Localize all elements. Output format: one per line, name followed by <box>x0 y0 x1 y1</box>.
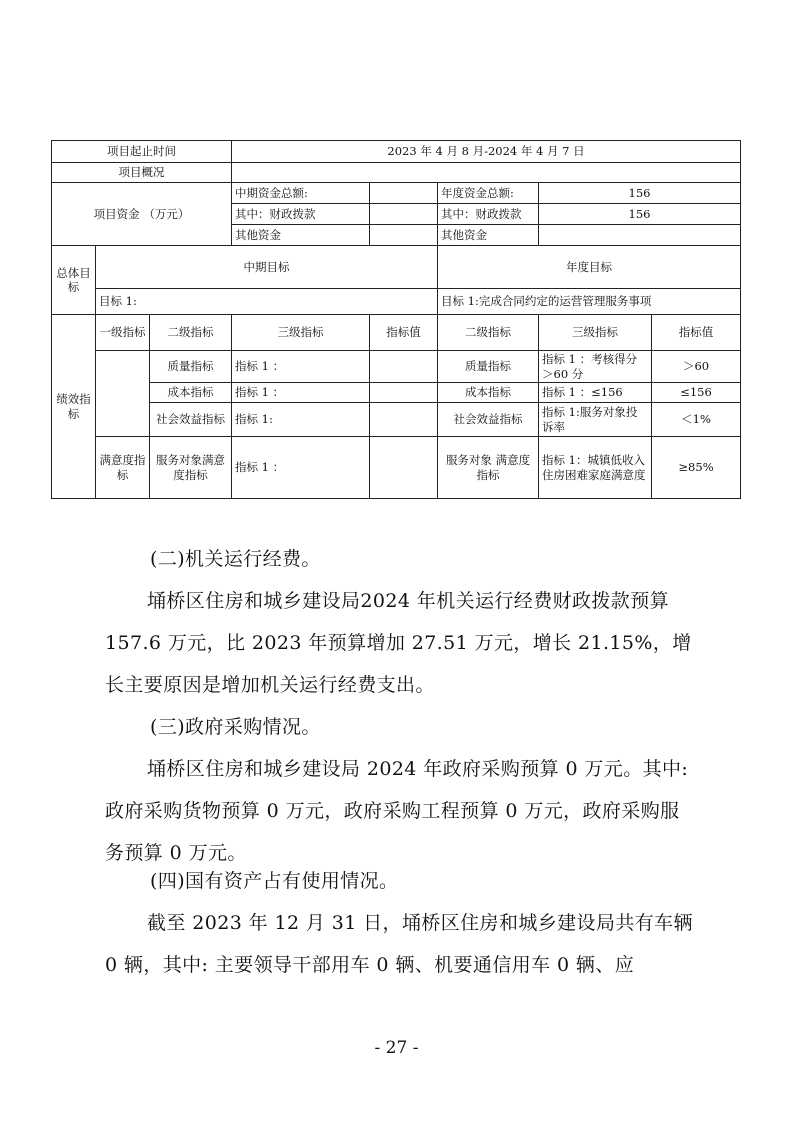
year-total-label: 年度资金总额: <box>438 183 539 204</box>
mid-fiscal-label: 其中：财政拨款 <box>232 204 370 225</box>
col-level1-header: 一级指标 <box>96 315 150 351</box>
performance-label: 绩效指标 <box>52 315 96 499</box>
satisfaction-valueb: ≥85% <box>652 437 741 499</box>
paragraph-3: 埇桥区住房和城乡建设局 2024 年政府采购预算 0 万元。其中: 政府采购货物预算 0 万元，政府采购工程预算 0 万元，政府采购服务预算 0 万元。 <box>105 758 689 864</box>
page-number: - 27 - <box>374 1038 419 1058</box>
year-goal-text: 目标 1:完成合同约定的运营管理服务事项 <box>438 289 741 315</box>
table-row <box>52 351 741 383</box>
year-goal-header: 年度目标 <box>438 246 741 289</box>
mid-fiscal-value <box>370 204 438 225</box>
satisfaction-level2b: 服务对象 满意度指标 <box>438 437 539 499</box>
col-level3b-header: 三级指标 <box>539 315 652 351</box>
row-level3b: 指标 1:服务对象投诉率 <box>539 403 652 437</box>
row-level3: 指标 1: <box>232 403 370 437</box>
col-level2b-header: 二级指标 <box>438 315 539 351</box>
satisfaction-level1: 满意度指标 <box>96 437 150 499</box>
row-level3: 指标 1 ： <box>232 351 370 383</box>
row-level3: 指标 1 ： <box>232 383 370 403</box>
section-heading-3: (三)政府采购情况。 <box>150 716 321 738</box>
row-valueb: ＞60 <box>652 351 741 383</box>
overview-label: 项目概况 <box>52 163 232 183</box>
overview-value <box>232 163 741 183</box>
row-value <box>370 403 438 437</box>
table-row <box>52 403 741 437</box>
mid-other-value <box>370 225 438 246</box>
col-level3-header: 三级指标 <box>232 315 370 351</box>
col-value-header: 指标值 <box>370 315 438 351</box>
goal-label: 总体目标 <box>52 246 96 315</box>
paragraph-2: 埇桥区住房和城乡建设局2024 年机关运行经费财政拨款预算 157.6 万元，比 2023 年预算增加 27.51 万元，增长 21.15%，增长主要原因是增加机关运行经费支出。 <box>105 590 692 696</box>
satisfaction-level3b: 指标 1：城镇低收入住房困难家庭满意度 <box>539 437 652 499</box>
row-valueb: ≤156 <box>652 383 741 403</box>
col-valueb-header: 指标值 <box>652 315 741 351</box>
row-level3b: 指标 1 ：≤156 <box>539 383 652 403</box>
project-period-value: 2023 年 4 月 8 月-2024 年 4 月 7 日 <box>232 141 741 163</box>
year-fiscal-label: 其中：财政拨款 <box>438 204 539 225</box>
funds-label: 项目资金 （万元） <box>52 183 232 246</box>
project-period-label: 项目起止时间 <box>52 141 232 163</box>
row-valueb: ＜1% <box>652 403 741 437</box>
satisfaction-value <box>370 437 438 499</box>
row-value <box>370 383 438 403</box>
col-level2-header: 二级指标 <box>150 315 232 351</box>
year-other-label: 其他资金 <box>438 225 539 246</box>
year-total-value: 156 <box>539 183 741 204</box>
mid-goal-header: 中期目标 <box>96 246 438 289</box>
mid-other-label: 其他资金 <box>232 225 370 246</box>
table-row <box>52 383 741 403</box>
mid-total-label: 中期资金总额: <box>232 183 370 204</box>
row-level2: 社会效益指标 <box>150 403 232 437</box>
row-level2: 成本指标 <box>150 383 232 403</box>
satisfaction-level3: 指标 1 ： <box>232 437 370 499</box>
row-level2b: 成本指标 <box>438 383 539 403</box>
section-heading-4: (四)国有资产占有使用情况。 <box>150 870 399 892</box>
mid-goal-text: 目标 1: <box>96 289 438 315</box>
paragraph-4: 截至 2023 年 12 月 31 日，埇桥区住房和城乡建设局共有车辆 0 辆，其中: 主要领导干部用车 0 辆、机要通信用车 0 辆、应 <box>105 912 693 976</box>
mid-total-value <box>370 183 438 204</box>
row-level2: 质量指标 <box>150 351 232 383</box>
row-level2b: 社会效益指标 <box>438 403 539 437</box>
table-row <box>52 437 741 499</box>
row-value <box>370 351 438 383</box>
satisfaction-level2: 服务对象满意度指标 <box>150 437 232 499</box>
row-level2b: 质量指标 <box>438 351 539 383</box>
year-fiscal-value: 156 <box>539 204 741 225</box>
project-performance-table <box>51 140 741 499</box>
level1-empty <box>96 351 150 437</box>
section-heading-2: (二)机关运行经费。 <box>150 548 321 570</box>
row-level3b: 指标 1 ：考核得分＞60 分 <box>539 351 652 383</box>
year-other-value <box>539 225 741 246</box>
